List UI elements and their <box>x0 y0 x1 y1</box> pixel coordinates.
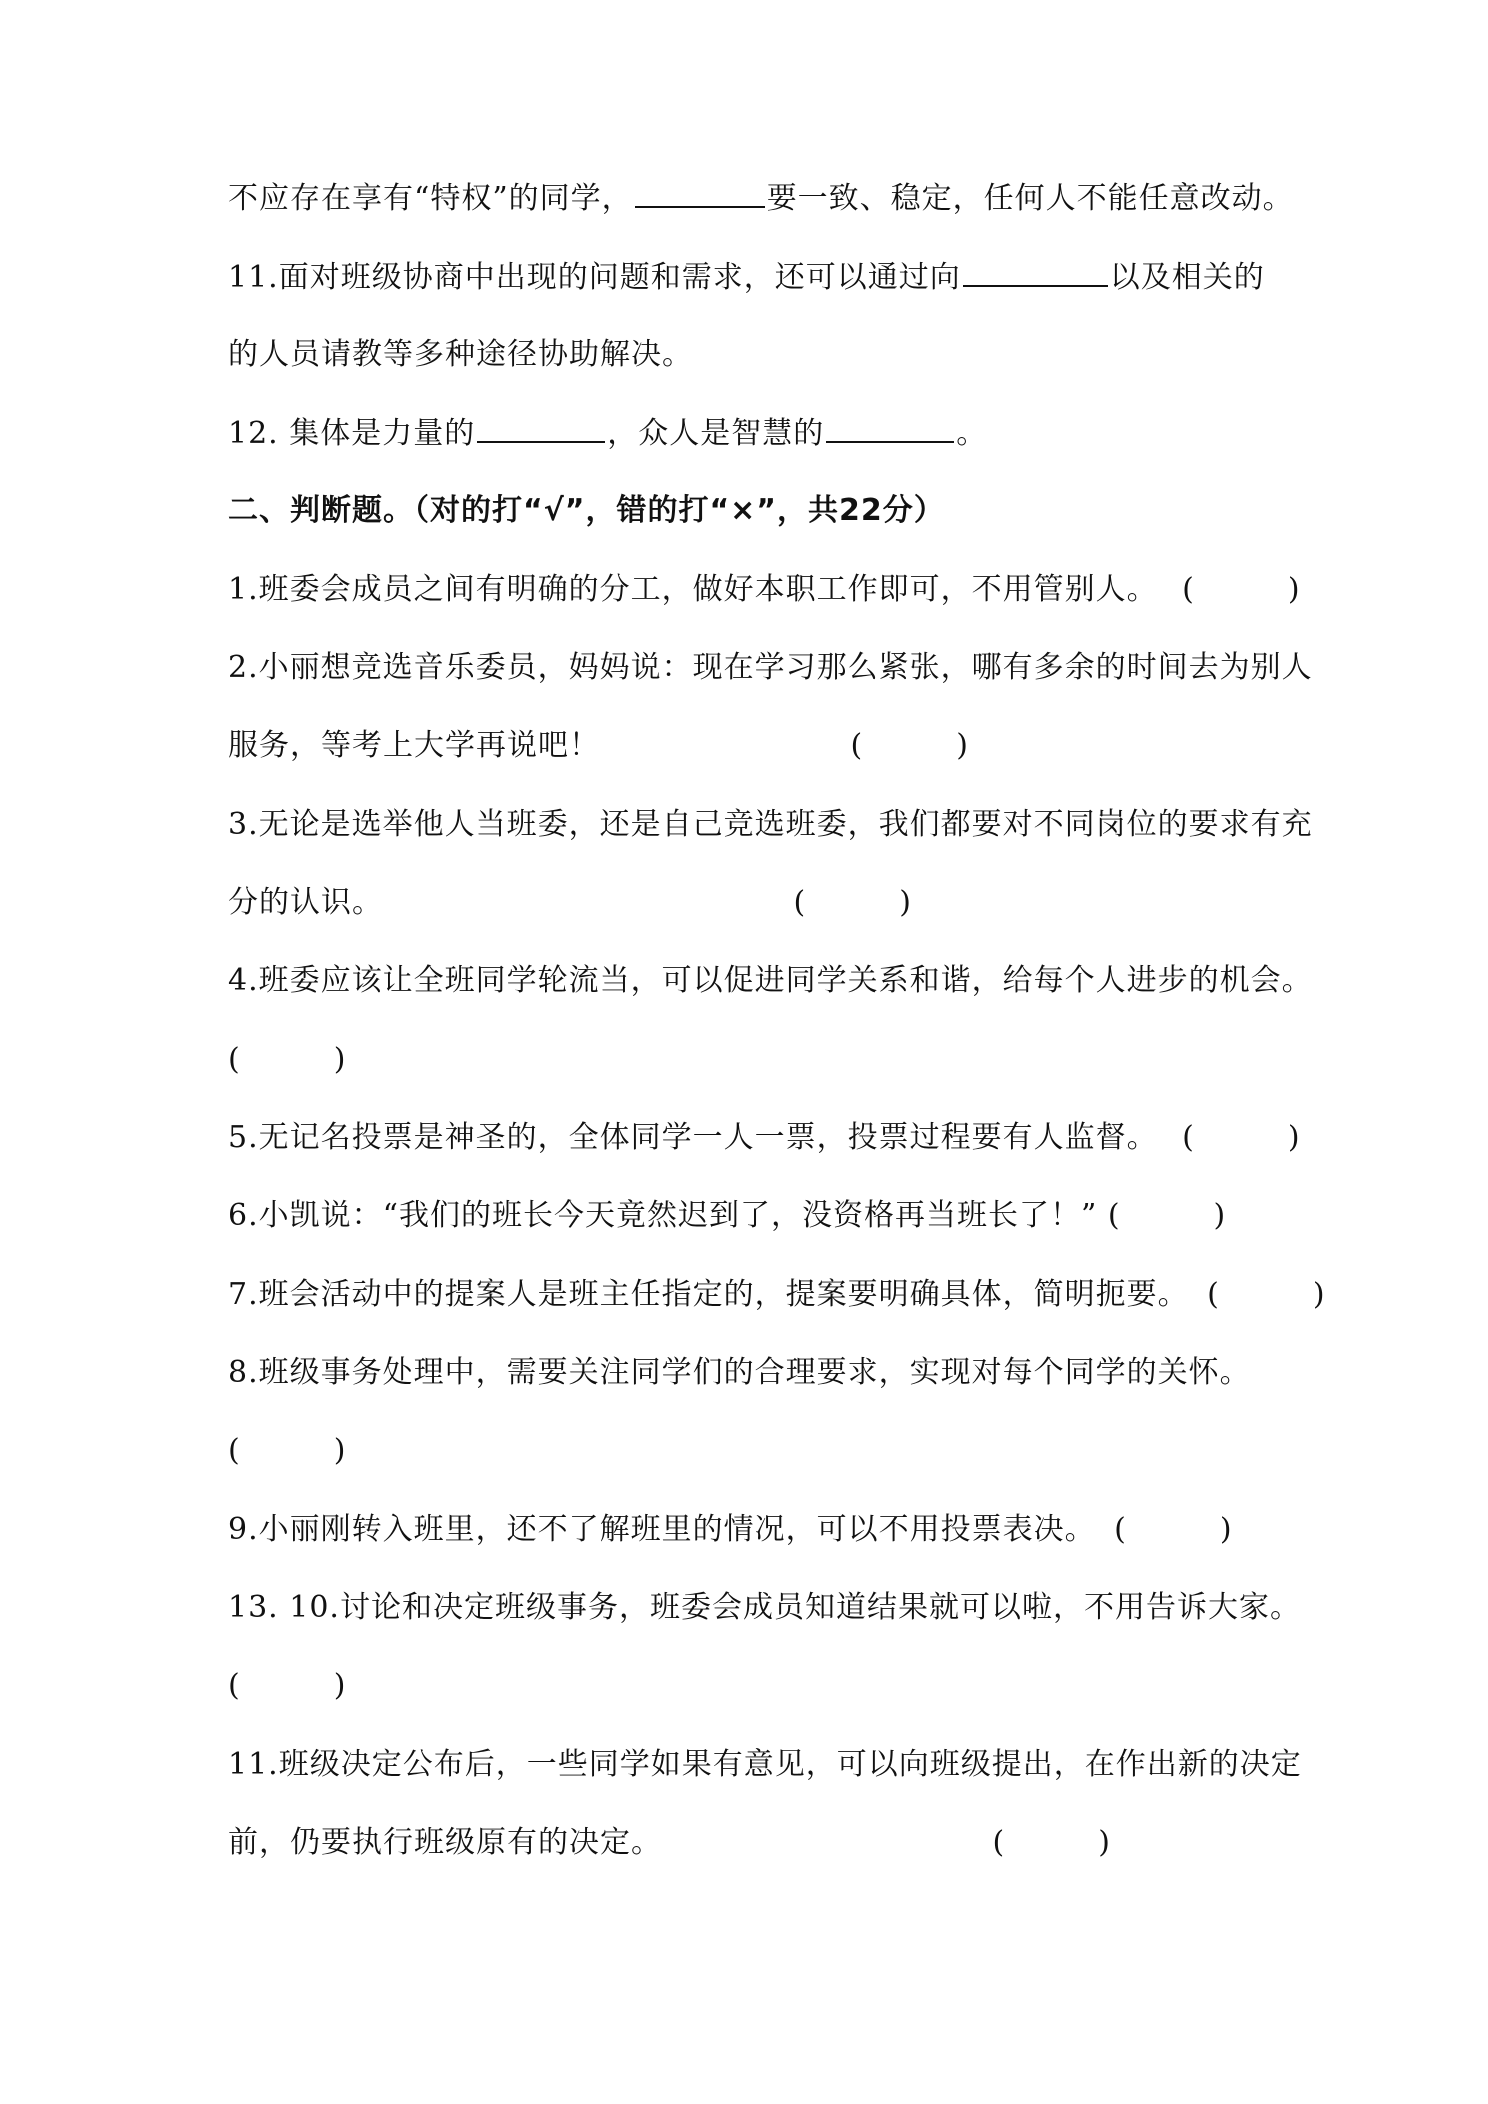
question-text: 13. 10.讨论和决定班级事务，班委会成员知道结果就可以啦，不用告诉大家。 <box>228 1590 1301 1625</box>
answer-parentheses[interactable]: ( ) <box>1114 1512 1233 1547</box>
fill-q11-text-c: 的人员请教等多种途径协助解决。 <box>228 337 693 372</box>
judge-question-7 <box>228 1275 1326 1315</box>
answer-parentheses[interactable]: ( ) <box>1207 1277 1326 1312</box>
judge-question-10-answer <box>228 1666 346 1706</box>
answer-parentheses[interactable]: ( ) <box>850 728 969 763</box>
judge-question-3-line1 <box>228 805 1313 845</box>
answer-parentheses[interactable]: ( ) <box>1107 1198 1227 1233</box>
question-text: 6.小凯说：“我们的班长今天竟然迟到了，没资格再当班长了！” <box>228 1198 1098 1233</box>
fill-q12-text-c: 。 <box>956 416 988 451</box>
judge-question-6 <box>228 1196 1226 1236</box>
answer-parentheses[interactable]: ( ) <box>228 1433 347 1468</box>
fill-q12-text-b: ，众人是智慧的 <box>607 416 825 451</box>
judge-question-8 <box>228 1353 1251 1393</box>
judge-question-4-answer <box>228 1040 346 1080</box>
question-text: 3.无论是选举他人当班委，还是自己竞选班委，我们都要对不同岗位的要求有充 <box>228 807 1313 842</box>
judge-question-1 <box>228 570 1301 610</box>
answer-parentheses[interactable]: ( ) <box>228 1668 347 1703</box>
question-text: 5.无记名投票是神圣的，全体同学一人一票，投票过程要有人监督。 <box>228 1120 1158 1155</box>
answer-blank[interactable] <box>963 257 1108 287</box>
question-text: 9.小丽刚转入班里，还不了解班里的情况，可以不用投票表决。 <box>228 1512 1096 1547</box>
fill-q11-line1 <box>228 257 1265 298</box>
section-heading-judgement: 二、判断题。（对的打“√”，错的打“×”，共22分） <box>228 493 945 528</box>
question-text: 前，仍要执行班级原有的决定。 <box>228 1825 662 1860</box>
question-text: 分的认识。 <box>228 885 383 920</box>
fill-q11-line2 <box>228 335 693 375</box>
judge-question-3-line2 <box>228 883 912 923</box>
fill-q11-text-a: 11.面对班级协商中出现的问题和需求，还可以通过向 <box>228 260 961 295</box>
answer-parentheses[interactable]: ( ) <box>228 1042 347 1077</box>
fill-q11-text-b: 以及相关的 <box>1109 260 1265 295</box>
fill-q12-text-a: 12. 集体是力量的 <box>228 416 476 451</box>
judge-question-11-line2 <box>228 1823 1111 1863</box>
question-text: 4.班委应该让全班同学轮流当，可以促进同学关系和谐，给每个人进步的机会。 <box>228 963 1313 998</box>
question-text: 2.小丽想竞选音乐委员，妈妈说：现在学习那么紧张，哪有多余的时间去为别人 <box>228 650 1313 685</box>
judge-question-4 <box>228 961 1313 1001</box>
judge-question-10 <box>228 1588 1301 1628</box>
fill-q10-continuation <box>228 178 1294 219</box>
fill-q10-text-b: 要一致、稳定，任何人不能任意改动。 <box>766 181 1294 216</box>
question-text: 8.班级事务处理中，需要关注同学们的合理要求，实现对每个同学的关怀。 <box>228 1355 1251 1390</box>
fill-q10-text-a: 不应存在享有“特权”的同学， <box>228 181 633 216</box>
judge-question-9 <box>228 1510 1233 1550</box>
question-text: 1.班委会成员之间有明确的分工，做好本职工作即可，不用管别人。 <box>228 572 1158 607</box>
judge-question-2-line1 <box>228 648 1313 688</box>
question-text: 11.班级决定公布后，一些同学如果有意见，可以向班级提出，在作出新的决定 <box>228 1747 1302 1782</box>
answer-parentheses[interactable]: ( ) <box>1182 1120 1301 1155</box>
judge-question-8-answer <box>228 1431 346 1471</box>
answer-parentheses[interactable]: ( ) <box>992 1825 1111 1860</box>
question-text: 服务，等考上大学再说吧！ <box>228 728 600 763</box>
question-text: 7.班会活动中的提案人是班主任指定的，提案要明确具体，简明扼要。 <box>228 1277 1189 1312</box>
answer-parentheses[interactable]: ( ) <box>793 885 912 920</box>
judge-question-5 <box>228 1118 1301 1158</box>
fill-q12 <box>228 413 987 454</box>
answer-blank[interactable] <box>635 178 765 208</box>
judge-question-11-line1 <box>228 1745 1302 1785</box>
judge-question-2-line2 <box>228 726 969 766</box>
answer-blank[interactable] <box>826 413 954 443</box>
answer-blank[interactable] <box>477 413 605 443</box>
answer-parentheses[interactable]: ( ) <box>1182 572 1301 607</box>
